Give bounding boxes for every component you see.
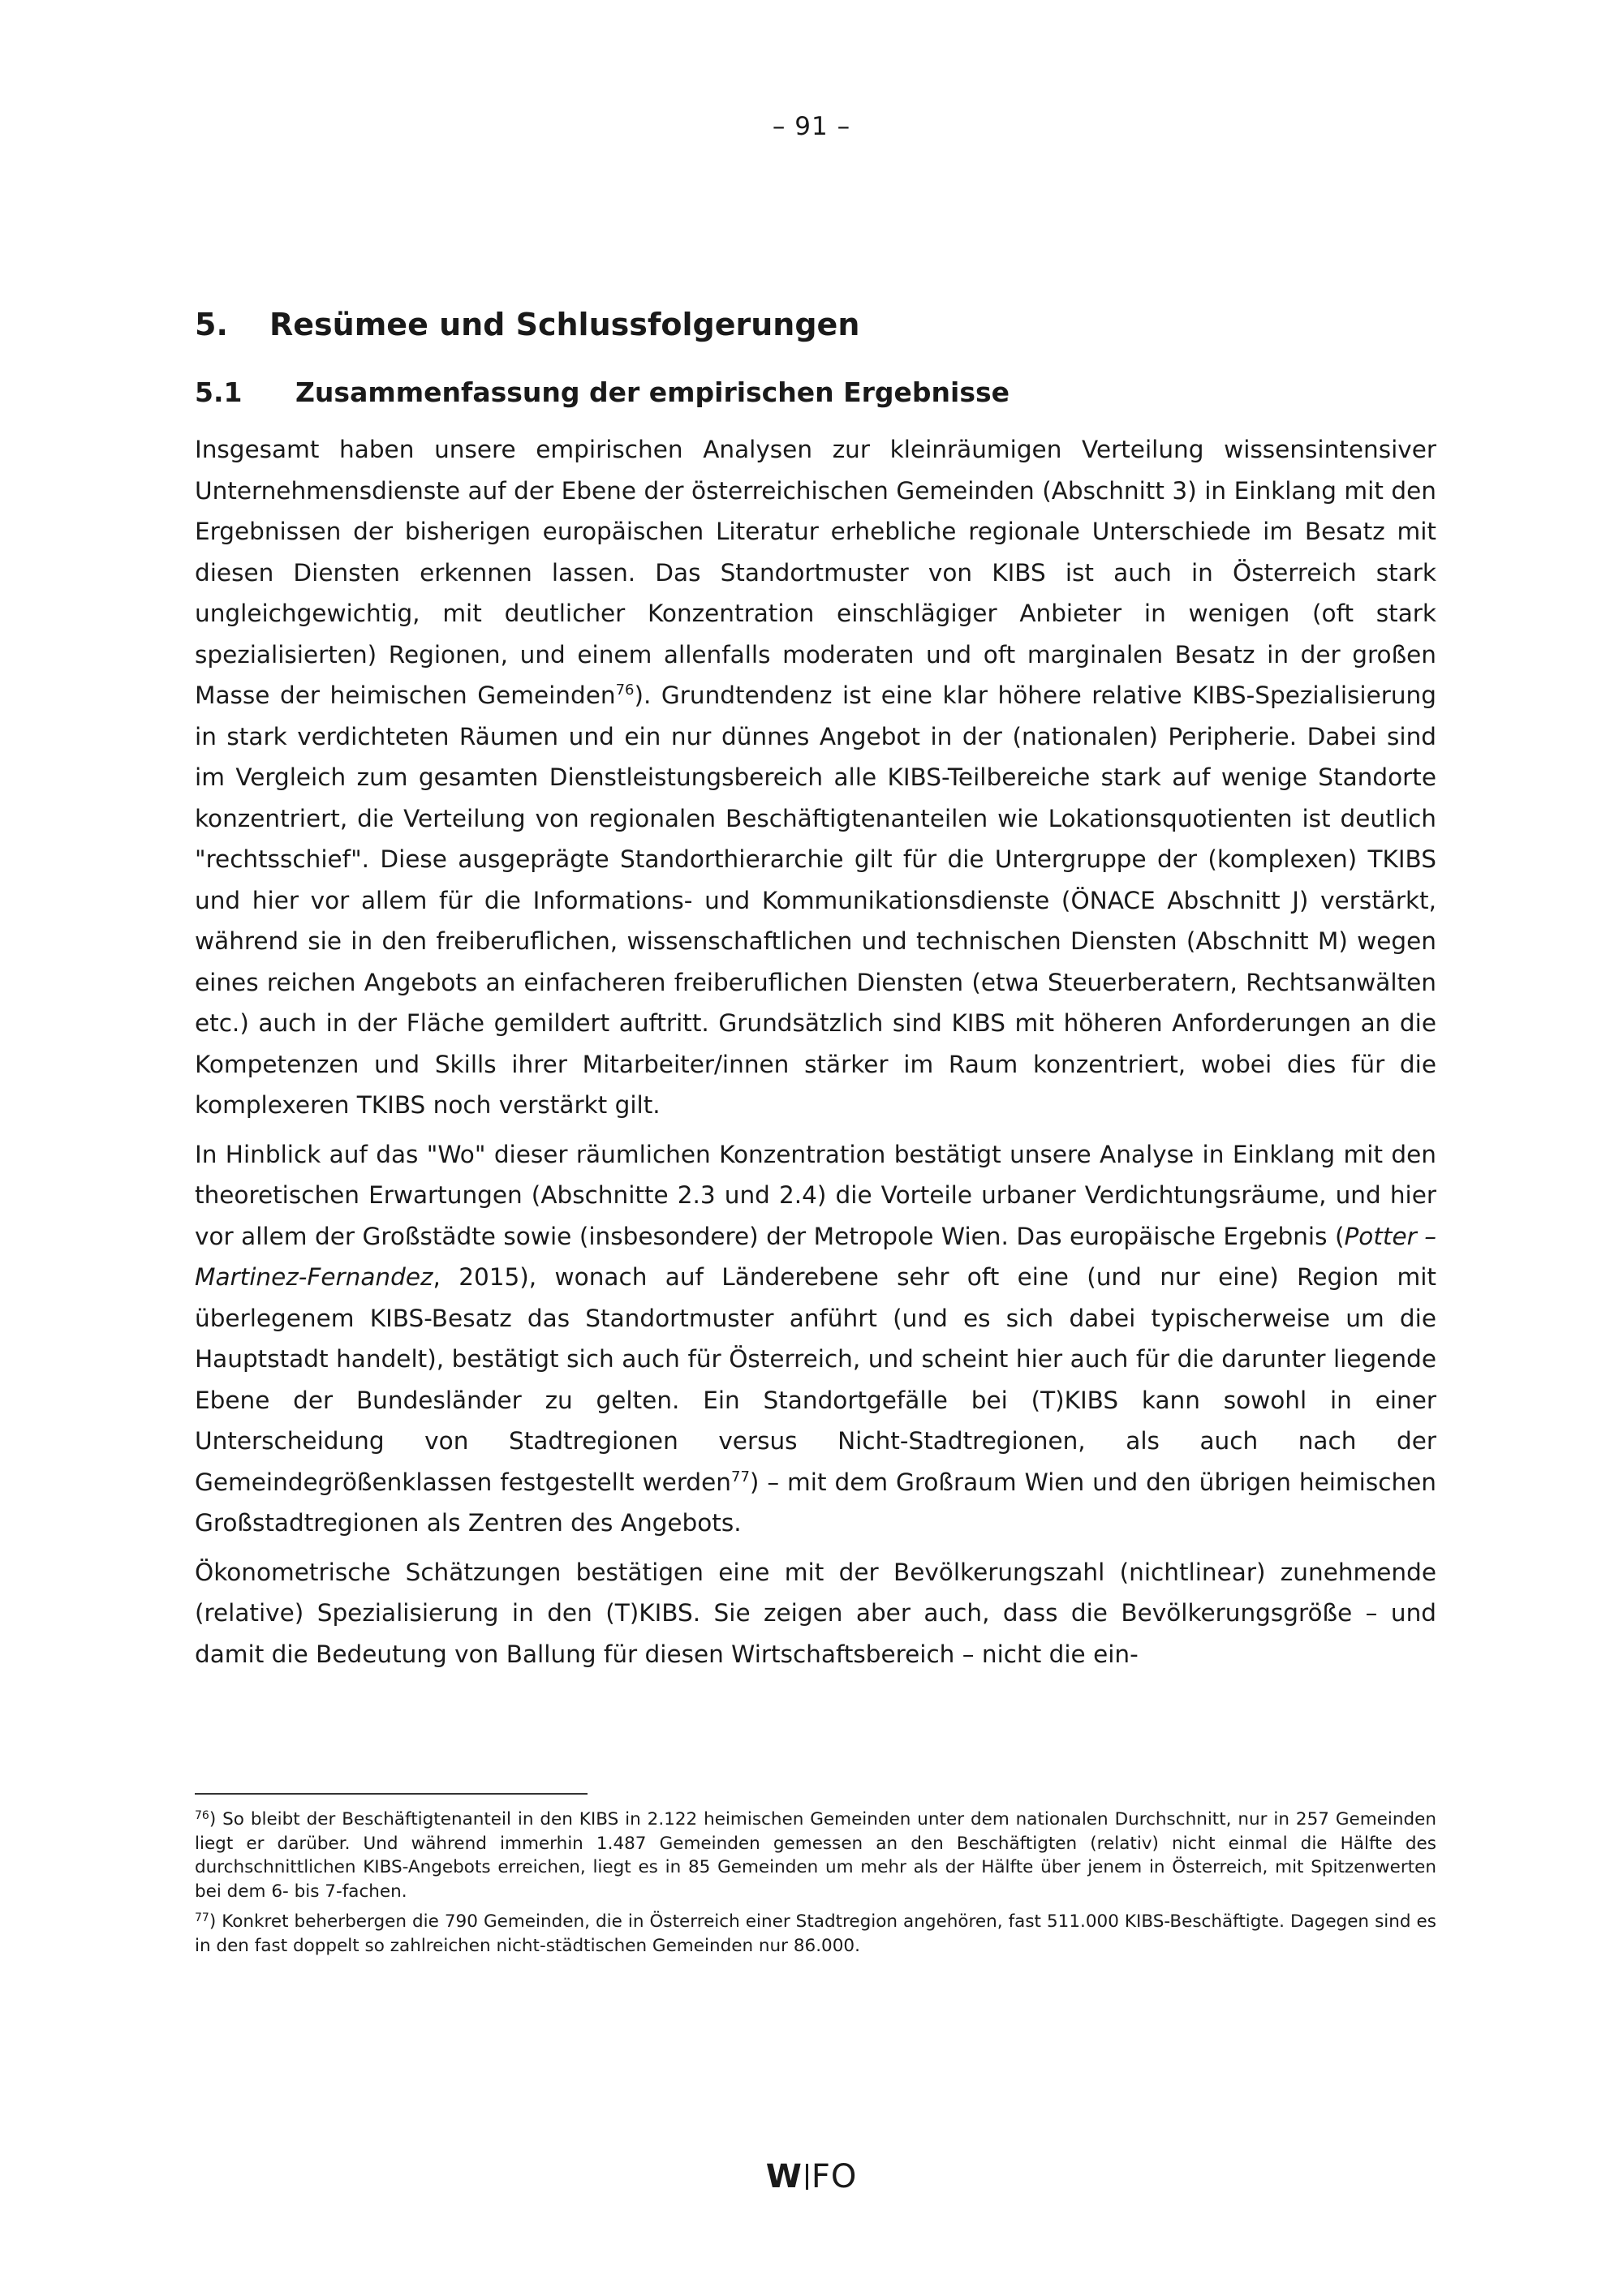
paragraph-2-text-c: ) – mit dem Großraum Wien und den übrigen heimischen Großstadtregionen als Zentren des Angebots.	[195, 1468, 1436, 1537]
citation-authors: Potter – Martinez-Fernandez	[195, 1222, 1436, 1291]
footnote-divider	[195, 1793, 588, 1795]
section-number: 5.1	[195, 376, 243, 408]
footnote-76	[195, 1808, 1436, 1903]
wifo-logo	[0, 2158, 1623, 2195]
paragraph-1	[195, 429, 1436, 1126]
paragraph-1-text-b: ). Grundtendenz ist eine klar höhere relative KIBS-Spezialisierung in stark verdichteten Räumen und ein nur dünnes Angebot in der (nationalen) Peripherie. Dabei sind im Vergleich zum gesamten Dienstleistungsbereich alle KIBS-Teilbereiche stark auf wenige Standorte konzentriert, die Verteilung von regionalen Beschäftigtenanteilen wie Lokationsquotienten ist deutlich "rechtsschief". Diese ausgeprägte Standorthierarchie gilt für die Untergruppe der (komplexen) TKIBS und hier vor allem für die Informations- und Kommunikationsdienste (ÖNACE Abschnitt J) verstärkt, während sie in den freiberuflichen, wissenschaftlichen und technischen Diensten (Abschnitt M) wegen eines reichen Angebots an einfacheren freiberuflichen Diensten (etwa Steuerberatern, Rechtsanwälten etc.) auch in der Fläche gemildert auftritt. Grundsätzlich sind KIBS mit höheren Anforderungen an die Kompetenzen und Skills ihrer Mitarbeiter/innen stärker im Raum konzentriert, wobei dies für die komplexeren TKIBS noch verstärkt gilt.	[195, 681, 1436, 1119]
paragraph-2	[195, 1134, 1436, 1544]
main-content	[195, 307, 1436, 1683]
footnote-77-mark: 77	[195, 1911, 209, 1924]
logo-fo: FO	[811, 2158, 858, 2195]
chapter-heading	[195, 307, 1436, 342]
paragraph-1-text-a: Insgesamt haben unsere empirischen Analysen zur kleinräumigen Verteilung wissensintensiver Unternehmensdienste auf der Ebene der österreichischen Gemeinden (Abschnitt 3) in Einklang mit den Ergebnissen der bisherigen europäischen Literatur erhebliche regionale Unterschiede im Besatz mit diesen Diensten erkennen lassen. Das Standortmuster von KIBS ist auch in Österreich stark ungleichgewichtig, mit deutlicher Konzentration einschlägiger Anbieter in wenigen (oft stark spezialisierten) Regionen, und einem allenfalls moderaten und oft marginalen Besatz in der großen Masse der heimischen Gemeinden	[195, 436, 1436, 709]
footnote-ref-76[interactable]: 76	[615, 681, 635, 699]
section-title: Zusammenfassung der empirischen Ergebnisse	[295, 376, 1010, 408]
footnote-76-mark: 76	[195, 1809, 209, 1822]
page-number: – 91 –	[772, 112, 851, 141]
footnote-77-text: ) Konkret beherbergen die 790 Gemeinden, die in Österreich einer Stadtregion angehören, fast 511.000 KIBS-Beschäftigte. Dagegen sind es in den fast doppelt so zahlreichen nicht-städtischen Gemeinden nur 86.000.	[195, 1911, 1436, 1956]
logo-bar	[806, 2164, 808, 2190]
footnote-ref-77[interactable]: 77	[731, 1468, 750, 1486]
logo-w: W	[765, 2158, 803, 2195]
paragraph-3: Ökonometrische Schätzungen bestätigen eine mit der Bevölkerungszahl (nichtlinear) zunehmende (relative) Spezialisierung in den (T)KIBS. Sie zeigen aber auch, dass die Bevölkerungsgröße – und damit die Bedeutung von Ballung für diesen Wirtschaftsbereich – nicht die ein-	[195, 1558, 1436, 1668]
footnote-77	[195, 1910, 1436, 1958]
section-heading	[195, 376, 1436, 408]
chapter-title: Resümee und Schlussfolgerungen	[269, 307, 860, 342]
footnote-76-text: ) So bleibt der Beschäftigtenanteil in den KIBS in 2.122 heimischen Gemeinden unter dem nationalen Durchschnitt, nur in 257 Gemeinden liegt er darüber. Und während immerhin 1.487 Gemeinden gemessen an den Beschäftigten (relativ) nicht einmal die Hälfte des durchschnittlichen KIBS-Angebots erreichen, liegt es in 85 Gemeinden um mehr als der Hälfte über jenem in Österreich, mit Spitzenwerten bei dem 6- bis 7-fachen.	[195, 1809, 1436, 1902]
paragraph-2-text-a: In Hinblick auf das "Wo" dieser räumlichen Konzentration bestätigt unsere Analyse in Einklang mit den theoretischen Erwartungen (Abschnitte 2.3 und 2.4) die Vorteile urbaner Verdichtungsräume, und hier vor allem der Großstädte sowie (insbesondere) der Metropole Wien. Das europäische Ergebnis (	[195, 1140, 1436, 1250]
paragraph-2-text-b: , 2015), wonach auf Länderebene sehr oft eine (und nur eine) Region mit überlegenem KIBS-Besatz das Standortmuster anführt (und es sich dabei typischerweise um die Hauptstadt handelt), bestätigt sich auch für Österreich, und scheint hier auch für die darunter liegende Ebene der Bundesländer zu gelten. Ein Standortgefälle bei (T)KIBS kann sowohl in einer Unterscheidung von Stadtregionen versus Nicht-Stadtregionen, als auch nach der Gemeindegrößenklassen festgestellt werden	[195, 1263, 1436, 1496]
chapter-number: 5.	[195, 307, 228, 342]
footnotes	[195, 1808, 1436, 1964]
